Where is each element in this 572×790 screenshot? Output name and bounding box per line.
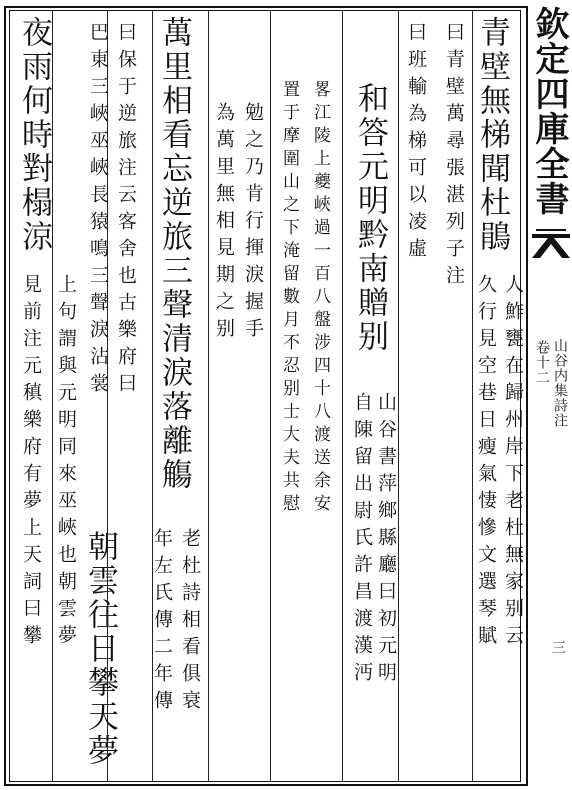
commentary-line: 畧江陵上夔峽過一百八盤涉四十八渡送余安: [310, 80, 330, 517]
commentary-line: 久行見空巷日瘦氣悽慘文選琴賦: [475, 274, 497, 652]
commentary-line: 人鮓甕在歸州岸下老杜無家别云: [502, 274, 524, 652]
column-rule: [398, 10, 399, 782]
commentary-line: 置于摩圍山之下淹留數月不忍别士大夫共慰: [279, 80, 299, 517]
commentary-line: 年左氏傳二年傳: [151, 528, 173, 717]
commentary-line: 山谷書萍鄉縣廳曰初元明: [375, 392, 397, 689]
column-rule: [270, 10, 271, 782]
commentary-line: 上句謂與元明同來巫峽也朝雲夢: [55, 274, 77, 652]
poem-title: 和答元明黔南贈别: [352, 82, 388, 354]
fish-tail-ornament-icon: [532, 228, 570, 264]
column-rule: [52, 10, 53, 782]
commentary-line: 為萬里無相見期之别: [213, 102, 235, 345]
commentary-line: 見前注元稹樂府有夢上天詞曰攀: [20, 274, 42, 652]
side-book-title: 山谷内集詩注: [552, 338, 568, 428]
main-verse-line: 朝雲往日攀天夢: [82, 530, 118, 768]
column-rule: [342, 10, 343, 782]
main-verse-line: 夜雨何時對榻涼: [16, 16, 52, 254]
main-verse-line: 萬里相看忘逆旅三聲清淚落離觴: [156, 16, 192, 492]
commentary-line: 曰班輸為梯可以凌虛: [405, 22, 427, 265]
page-number: 三: [550, 640, 566, 655]
book-header-title: 欽定四庫全書: [529, 6, 569, 216]
column-rule: [208, 10, 209, 782]
column-rule: [472, 10, 473, 782]
side-volume: 卷十二: [534, 340, 550, 385]
commentary-line: 巴東三峽巫峽長猿鳴三聲淚沾裳: [87, 22, 109, 400]
commentary-line: 曰保于逆旅注云客舍也古樂府曰: [115, 22, 137, 400]
commentary-line: 自陳留出尉氏許昌渡漢沔: [351, 392, 373, 689]
commentary-line: 老杜詩相看俱衰: [179, 528, 201, 717]
commentary-line: 勉之乃肯行揮淚握手: [242, 102, 264, 345]
commentary-line: 曰青壁萬尋張湛列子注: [443, 22, 465, 292]
main-verse-line: 青壁無梯聞杜鵑: [474, 16, 510, 254]
